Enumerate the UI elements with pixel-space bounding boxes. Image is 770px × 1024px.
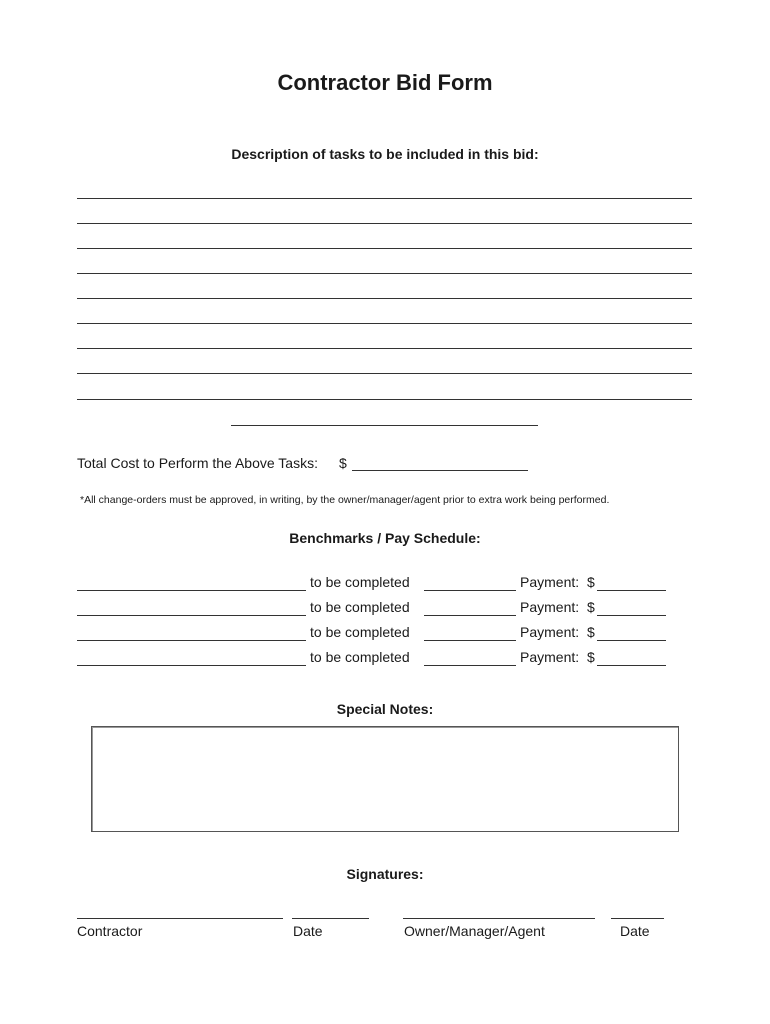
to-be-completed-label: to be completed	[310, 599, 410, 615]
payment-amount-field[interactable]	[597, 640, 666, 641]
completion-date-field[interactable]	[424, 590, 516, 591]
payment-currency: $	[587, 649, 595, 665]
payment-amount-field[interactable]	[597, 590, 666, 591]
to-be-completed-label: to be completed	[310, 624, 410, 640]
description-heading: Description of tasks to be included in this bid:	[231, 146, 539, 162]
change-order-note: *All change-orders must be approved, in writing, by the owner/manager/agent prior to extra work being performed.	[80, 494, 610, 506]
completion-date-field[interactable]	[424, 665, 516, 666]
payment-currency: $	[587, 624, 595, 640]
description-line[interactable]	[77, 399, 692, 400]
total-cost-label: Total Cost to Perform the Above Tasks:	[77, 455, 318, 471]
benchmark-field[interactable]	[77, 640, 306, 641]
payment-label: Payment:	[520, 624, 580, 640]
total-cost-field[interactable]	[352, 470, 528, 471]
owner-date-label: Date	[620, 923, 650, 939]
contractor-signature-line[interactable]	[77, 918, 283, 919]
signatures-heading: Signatures:	[346, 866, 424, 882]
completion-date-field[interactable]	[424, 640, 516, 641]
contractor-date-label: Date	[293, 923, 323, 939]
description-line[interactable]	[77, 273, 692, 274]
benchmark-field[interactable]	[77, 615, 306, 616]
special-notes-box[interactable]	[91, 726, 679, 832]
description-line[interactable]	[77, 198, 692, 199]
to-be-completed-label: to be completed	[310, 574, 410, 590]
payment-amount-field[interactable]	[597, 615, 666, 616]
description-line[interactable]	[77, 323, 692, 324]
description-line[interactable]	[77, 298, 692, 299]
description-line[interactable]	[77, 248, 692, 249]
description-line-short[interactable]	[231, 425, 538, 426]
benchmark-field[interactable]	[77, 590, 306, 591]
description-line[interactable]	[77, 223, 692, 224]
page-title: Contractor Bid Form	[277, 70, 493, 95]
payment-label: Payment:	[520, 599, 580, 615]
benchmark-field[interactable]	[77, 665, 306, 666]
contractor-date-line[interactable]	[292, 918, 369, 919]
currency-symbol: $	[339, 455, 347, 471]
payment-label: Payment:	[520, 649, 580, 665]
owner-date-line[interactable]	[611, 918, 664, 919]
contractor-label: Contractor	[77, 923, 143, 939]
benchmarks-heading: Benchmarks / Pay Schedule:	[289, 530, 481, 546]
special-notes-heading: Special Notes:	[336, 701, 434, 717]
payment-label: Payment:	[520, 574, 580, 590]
description-line[interactable]	[77, 348, 692, 349]
payment-currency: $	[587, 599, 595, 615]
payment-currency: $	[587, 574, 595, 590]
payment-amount-field[interactable]	[597, 665, 666, 666]
completion-date-field[interactable]	[424, 615, 516, 616]
owner-label: Owner/Manager/Agent	[404, 923, 545, 939]
description-line[interactable]	[77, 373, 692, 374]
to-be-completed-label: to be completed	[310, 649, 410, 665]
owner-signature-line[interactable]	[403, 918, 595, 919]
